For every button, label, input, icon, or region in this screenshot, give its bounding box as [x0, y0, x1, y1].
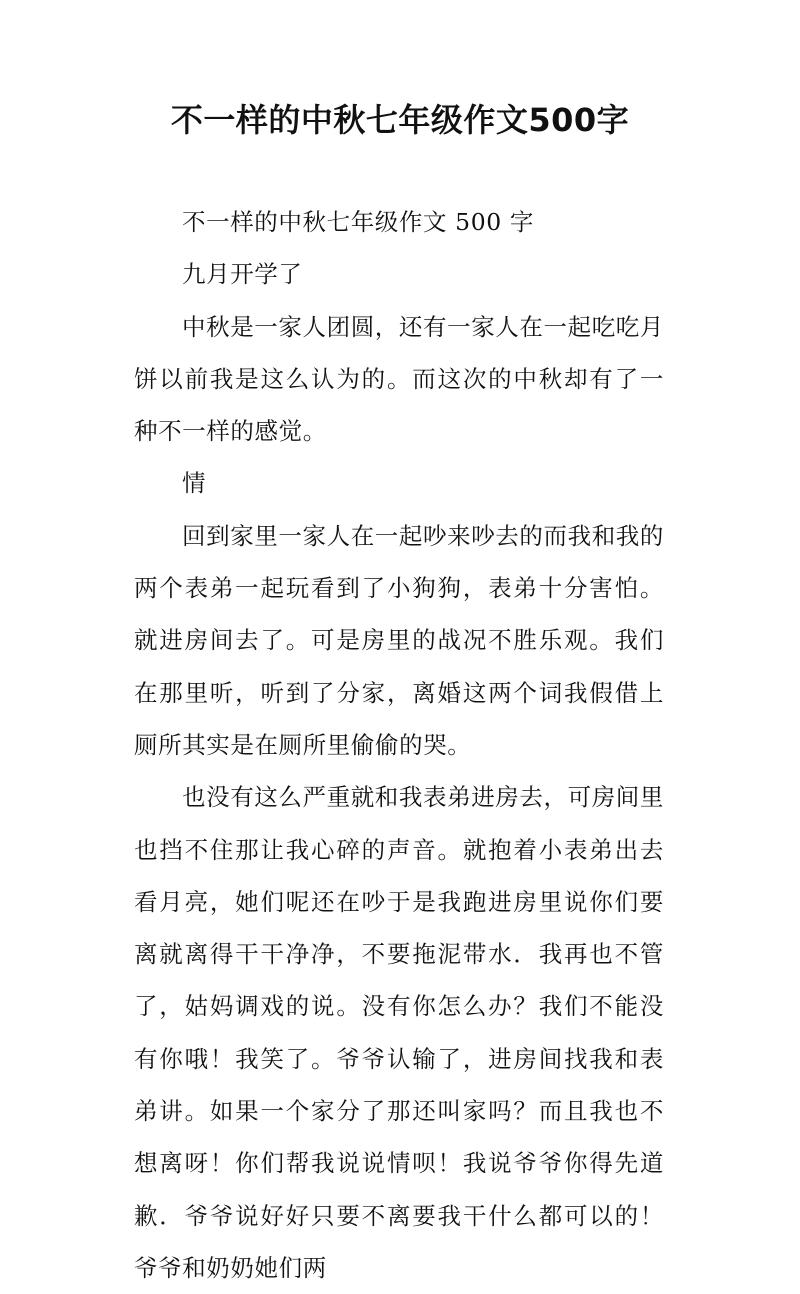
document-title: 不一样的中秋七年级作文500字	[170, 101, 630, 139]
paragraph-family-quarrel: 回到家里一家人在一起吵来吵去的而我和我的两个表弟一起玩看到了小狗狗，表弟十分害怕。就进房间去了。可是房里的战况不胜乐观。我们在那里听，听到了分家，离婚这两个词我假借上厕所其实是在厕所里偷偷的哭。	[134, 521, 664, 759]
paragraph-reconciliation: 也没有这么严重就和我表弟进房去，可房间里也挡不住那让我心碎的声音。就抱着小表弟出去看月亮，她们呢还在吵于是我跑进房里说你们要离就离得干干净净，不要拖泥带水．我再也不管了，姑妈调戏的说。没有你怎么办？我们不能没有你哦！我笑了。爷爷认输了，进房间找我和表弟讲。如果一个家分了那还叫家吗？而且我也不想离呀！你们帮我说说情呗！我说爷爷你得先道歉．爷爷说好好只要不离要我干什么都可以的！爷爷和奶奶她们两	[134, 783, 664, 1282]
paragraph-intro: 中秋是一家人团圆，还有一家人在一起吃吃月饼以前我是这么认为的。而这次的中秋却有了一种不一样的感觉。	[134, 312, 664, 446]
paragraph-subtitle: 不一样的中秋七年级作文 500 字	[182, 208, 534, 236]
paragraph-school-start: 九月开学了	[182, 260, 303, 289]
document-body	[134, 196, 664, 1294]
paragraph-section-heading: 情	[182, 469, 207, 498]
